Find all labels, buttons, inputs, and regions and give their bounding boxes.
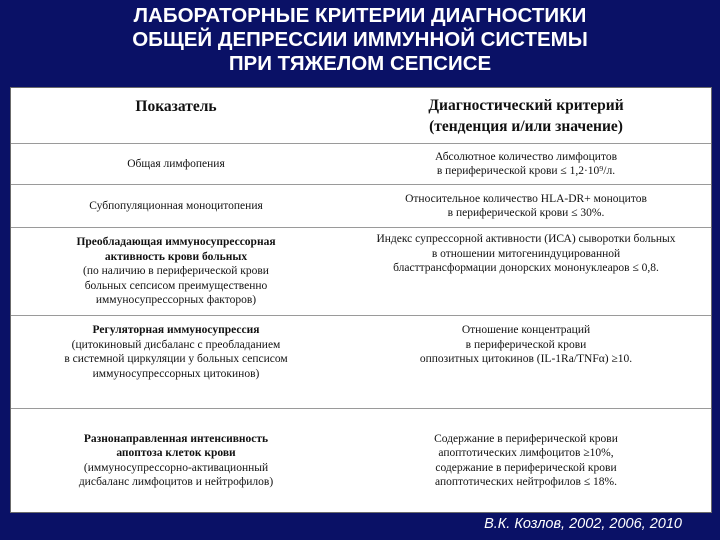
table-row: [11, 144, 711, 185]
table-row: [11, 185, 711, 228]
table-row: [11, 228, 711, 316]
criterion-cell: Индекс супрессорной активности (ИСА) сыворотки больных в отношении митогениндуцированной бласттрансформации донорских мононуклеаров ≤ 0,8.: [376, 233, 676, 274]
indicator-cell: Субпопуляционная моноцитопения: [89, 199, 263, 212]
criterion-cell: Содержание в периферической крови апоптотических лимфоцитов ≥10%, содержание в периферической крови апоптотических нейтрофилов ≤ 18%.: [434, 432, 618, 488]
criterion-cell: Абсолютное количество лимфоцитов в периферической крови ≤ 1,2·10⁹/л.: [434, 150, 617, 177]
criterion-cell: Отношение концентраций в периферической крови оппозитных цитокинов (IL-1Ra/TNFα) ≥10.: [419, 324, 633, 365]
title-line: ЛАБОРАТОРНЫЕ КРИТЕРИИ ДИАГНОСТИКИ: [133, 4, 587, 27]
table-row: [11, 409, 711, 512]
table-header-row: [11, 88, 711, 144]
indicator-cell: Разнонаправленная интенсивность апоптоза клеток крови (иммуносупрессорно-активационный дисбаланс лимфоцитов и нейтрофилов): [78, 432, 274, 488]
slide-title: [0, 4, 720, 76]
criterion-cell: Относительное количество HLA-DR+ моноцитов в периферической крови ≤ 30%.: [405, 192, 647, 219]
header-criterion: Диагностический критерий (тенденция и/или значение): [428, 96, 624, 135]
title-line: ОБЩЕЙ ДЕПРЕССИИ ИММУННОЙ СИСТЕМЫ: [132, 28, 588, 51]
title-line: ПРИ ТЯЖЕЛОМ СЕПСИСЕ: [228, 52, 492, 75]
indicator-cell: Преобладающая иммуносупрессорная активность крови больных (по наличию в периферической крови больных сепсисом преимущественно иммуносупрессорных факторов): [76, 236, 276, 307]
criteria-table: [10, 87, 712, 513]
indicator-cell: Общая лимфопения: [127, 157, 225, 170]
indicator-cell: Регуляторная иммуносупрессия (цитокиновый дисбаланс с преобладанием в системной циркуляции у больных сепсисом иммуносупрессорных цитокинов): [64, 324, 288, 380]
header-indicator: Показатель: [135, 98, 217, 115]
table-row: [11, 316, 711, 409]
author-citation: В.К. Козлов, 2002, 2006, 2010: [484, 516, 682, 532]
